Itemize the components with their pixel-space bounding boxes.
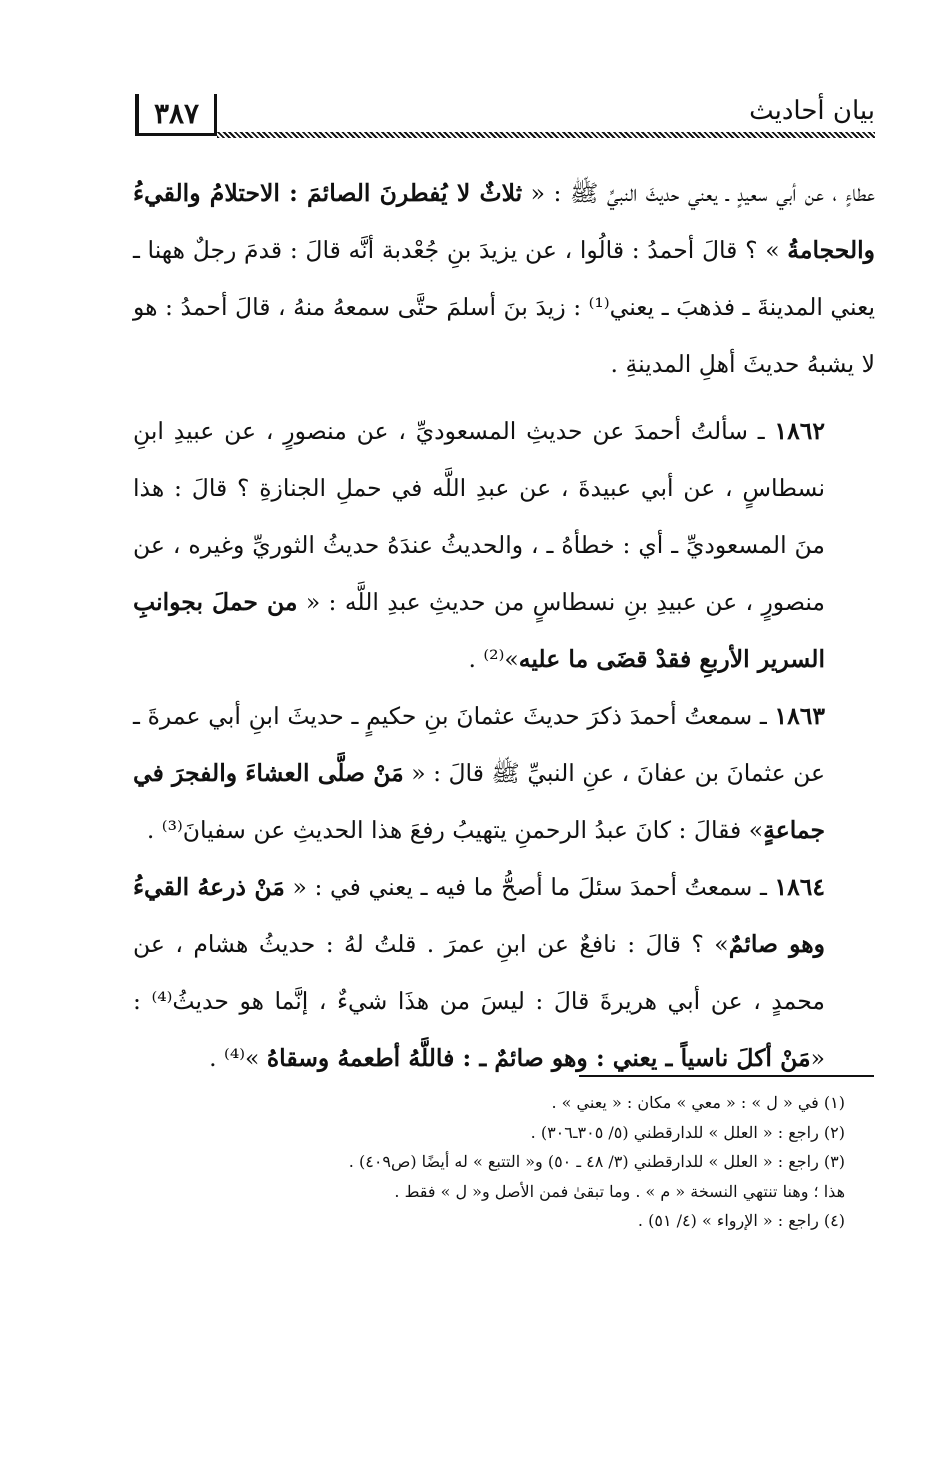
header-rule bbox=[217, 132, 875, 138]
text-span: عطاءٍ ، عن أبي سعيدٍ ـ يعني حديثَ النبيِّ ﷺ : « bbox=[522, 179, 875, 207]
running-title: بيان أحاديث bbox=[749, 96, 875, 126]
footnote-4: (٤) راجع : « الإرواء » (٤/ ٥١) . bbox=[637, 1211, 845, 1230]
footnote-rule bbox=[579, 1075, 874, 1077]
entry-number: ١٨٦٤ bbox=[774, 873, 825, 901]
paragraph-1862 bbox=[133, 403, 875, 688]
footnotes bbox=[125, 1088, 845, 1236]
hadith-quote: مَنْ ذرعهُ القيءُ وهو صائمٌ bbox=[133, 873, 825, 958]
page-header bbox=[135, 88, 875, 150]
text-span: ـ سألتُ أحمدَ عن حديثِ المسعوديِّ ، عن منصورٍ ، عن عبيدِ ابنِ نسطاسٍ ، عن أبي عبيدةَ ، عن عبدِ اللَّه في حملِ الجنازةِ ؟ قالَ : هذا منَ المسعوديِّ ـ أي : خطأهُ ـ ، والحديثُ عندَهُ حديثُ الثوريِّ وغيره ، عن منصورٍ ، عن عبيدِ بنِ نسطاسٍ من حديثِ عبدِ اللَّه : « bbox=[133, 417, 826, 616]
text-span: » ؟ قالَ : نافعٌ عن ابنِ عمرَ . قلتُ لهُ : حديثُ هشام ، عن محمدٍ ، عن أبي هريرةَ قالَ : ليسَ من هذَا شيءٌ ، إنَّما هو حديثُ⁽⁴⁾ : « bbox=[133, 930, 825, 1072]
hadith-quote: مَنْ أكلَ ناسياً ـ يعني : وهو صائمٌ ـ : فاللَّهُ أطعمهُ وسقاهُ bbox=[266, 1044, 811, 1072]
main-text bbox=[133, 165, 875, 1087]
hadith-quote: ثلاثٌ لا يُفطرنَ الصائمَ : الاحتلامُ والقيءُ والحجامةُ bbox=[133, 179, 875, 264]
text-span: » ؟ قالَ أحمدُ : قالُوا ، عن يزيدَ بنِ جُعْدبة أنَّه قالَ : قدمَ رجلٌ ههنا ـ يعني المدينةَ ـ فذهبَ ـ يعني⁽¹⁾ : زيدَ بنَ أسلمَ حتَّى سمعهُ منهُ ، قالَ أحمدُ : هو لا يشبهُ حديثَ أهلِ المدينةِ . bbox=[133, 236, 875, 378]
paragraph-1863 bbox=[133, 688, 875, 859]
paragraph-1864 bbox=[133, 859, 875, 1087]
text-span: »⁽⁴⁾ . bbox=[209, 1044, 267, 1072]
footnote-3: (٣) راجع : « العلل » للدارقطني (٣/ ٤٨ ـ ٥٠) و« التتبع » له أيضًا (ص٤٠٩) . bbox=[348, 1152, 845, 1171]
text-span: » فقالَ : كانَ عبدُ الرحمنِ يتهيبُ رفعَ هذا الحديثِ عن سفيانَ⁽³⁾ . bbox=[146, 816, 764, 844]
footnote-3-note: هذا ؛ وهنا تنتهي النسخة « م » . وما تبقىٰ فمن الأصل و« ل » فقط . bbox=[394, 1181, 845, 1201]
entry-number: ١٨٦٢ bbox=[774, 417, 825, 445]
footnote-1: (١) في « ل » : « معي » مكان : « يعني » . bbox=[551, 1093, 845, 1112]
text-span: ـ سمعتُ أحمدَ ذكرَ حديثَ عثمانَ بنِ حكيمٍ ـ حديثَ ابنِ أبي عمرةَ ـ عن عثمانَ بن عفانَ ، عنِ النبيِّ ﷺ قالَ : « bbox=[133, 702, 826, 787]
text-span: ـ سمعتُ أحمدَ سئلَ ما أصحُّ ما فيه ـ يعني في : « bbox=[284, 873, 775, 901]
hadith-quote: من حملَ بجوانبِ السرير الأربعِ فقدْ قضَى ما عليه bbox=[133, 588, 825, 673]
footnote-2: (٢) راجع : « العلل » للدارقطني (٥/ ٣٠٥ـ٣٠٦) . bbox=[530, 1122, 845, 1142]
hadith-quote: مَنْ صلَّى العشاءَ والفجرَ في جماعةٍ bbox=[133, 759, 825, 844]
text-span: »⁽²⁾ . bbox=[468, 645, 519, 673]
paragraph-1 bbox=[133, 165, 875, 393]
entry-number: ١٨٦٣ bbox=[774, 702, 825, 730]
page-number: ٣٨٧ bbox=[135, 94, 217, 136]
